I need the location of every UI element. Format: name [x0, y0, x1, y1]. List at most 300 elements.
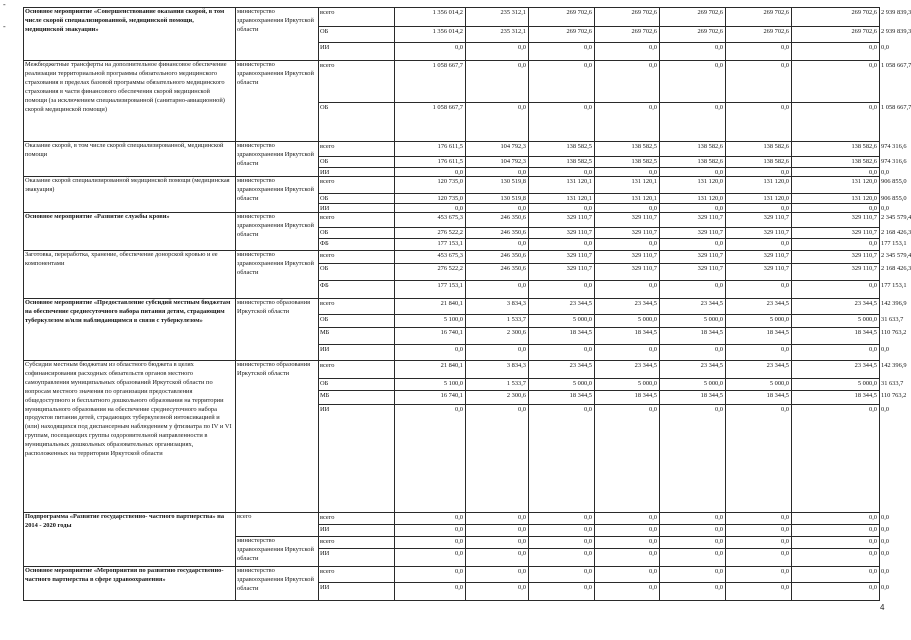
amount-cell: 18 344,5: [700, 329, 723, 336]
amount-cell: 2 168 426,3: [881, 229, 911, 236]
amount-cell: 0,0: [869, 514, 877, 521]
amount-cell: 0,0: [518, 538, 526, 545]
amount-cell: 5 000,0: [572, 316, 592, 323]
activity-title: Межбюджетные трансферты на дополнительное финансовое обеспечение реализации территориальной программы обязательного медицинского страхования в пределах базовой программы обязательного медицинского страхования в части финансового обеспечения скорой медицинской помощи (за исключением специализированной (санитарно-авиационной) скорой медицинской помощи): [25, 61, 227, 113]
amount-cell: 0,0: [869, 169, 877, 176]
amount-cell: 0,0: [869, 44, 877, 51]
amount-cell: 138 582,6: [851, 143, 877, 150]
amount-cell: 0,0: [781, 282, 789, 289]
row-divider: [318, 203, 879, 204]
amount-cell: 18 344,5: [569, 392, 592, 399]
amount-cell: 0,0: [455, 584, 463, 591]
amount-cell: 1 058 667,7: [432, 62, 463, 69]
amount-cell: 0,0: [881, 44, 889, 51]
amount-cell: 0,0: [584, 584, 592, 591]
amount-cell: 0,0: [649, 584, 657, 591]
amount-cell: 18 344,5: [766, 392, 789, 399]
amount-cell: 18 344,5: [569, 329, 592, 336]
amount-cell: 0,0: [649, 169, 657, 176]
amount-cell: 2 939 839,3: [881, 28, 911, 35]
amount-cell: 18 344,5: [634, 392, 657, 399]
row-divider: [23, 600, 879, 601]
amount-cell: 131 120,0: [851, 178, 877, 185]
executor-cell: министерство здравоохранения Иркутской области: [237, 61, 314, 86]
row-divider: [318, 582, 879, 583]
amount-cell: 18 344,5: [634, 329, 657, 336]
executor-cell: министерство образования Иркутской области: [237, 361, 311, 377]
amount-cell: 2 300,6: [506, 392, 526, 399]
amount-cell: 329 110,7: [851, 252, 877, 259]
source-label: МБ: [320, 392, 330, 399]
amount-cell: 329 110,7: [763, 252, 789, 259]
amount-cell: 5 000,0: [703, 316, 723, 323]
source-label: всего: [320, 178, 335, 185]
amount-cell: 138 582,5: [631, 158, 657, 165]
amount-cell: 23 344,5: [634, 300, 657, 307]
executor-cell: министерство здравоохранения Иркутской области: [237, 213, 314, 238]
amount-cell: 131 120,0: [763, 195, 789, 202]
amount-cell: 0,0: [455, 514, 463, 521]
amount-cell: 0,0: [881, 169, 889, 176]
amount-cell: 177 153,1: [881, 240, 907, 247]
amount-cell: 269 702,6: [851, 9, 877, 16]
activity-title: Подпрограмма «Развитие государственно- частного партнерства» на 2014 - 2020 годы: [25, 513, 225, 529]
amount-cell: 16 740,1: [440, 329, 463, 336]
amount-cell: 0,0: [881, 406, 889, 413]
amount-cell: 1 356 014,2: [432, 9, 463, 16]
amount-cell: 0,0: [781, 538, 789, 545]
executor-cell: министерство здравоохранения Иркутской области: [237, 8, 314, 33]
amount-cell: 5 100,0: [443, 316, 463, 323]
amount-cell: 177 153,1: [437, 240, 463, 247]
amount-cell: 0,0: [518, 44, 526, 51]
amount-cell: 0,0: [781, 205, 789, 212]
amount-cell: 269 702,6: [763, 28, 789, 35]
amount-cell: 138 582,5: [566, 158, 592, 165]
amount-cell: 0,0: [715, 205, 723, 212]
amount-cell: 23 344,5: [766, 300, 789, 307]
amount-cell: 0,0: [584, 550, 592, 557]
amount-cell: 0,0: [584, 346, 592, 353]
row-divider: [318, 344, 879, 345]
amount-cell: 1 058 667,7: [881, 104, 911, 111]
row-divider: [318, 156, 879, 157]
source-label: ИИ: [320, 346, 330, 353]
amount-cell: 0,0: [649, 550, 657, 557]
amount-cell: 0,0: [881, 538, 889, 545]
amount-cell: 0,0: [869, 550, 877, 557]
amount-cell: 23 344,5: [569, 300, 592, 307]
column-divider: [725, 7, 726, 601]
amount-cell: 0,0: [869, 538, 877, 545]
amount-cell: 0,0: [455, 169, 463, 176]
source-label: всего: [320, 9, 335, 16]
amount-cell: 329 110,7: [851, 214, 877, 221]
amount-cell: 2 168 426,3: [881, 265, 911, 272]
amount-cell: 0,0: [781, 240, 789, 247]
source-label: ФБ: [320, 282, 329, 289]
amount-cell: 138 582,6: [851, 158, 877, 165]
amount-cell: 0,0: [715, 526, 723, 533]
amount-cell: 1 533,7: [506, 316, 526, 323]
amount-cell: 0,0: [781, 406, 789, 413]
amount-cell: 329 110,7: [697, 265, 723, 272]
amount-cell: 0,0: [649, 526, 657, 533]
amount-cell: 2 345 579,4: [881, 252, 911, 259]
executor-cell: министерство здравоохранения Иркутской области: [237, 251, 314, 276]
row-divider: [318, 280, 879, 281]
amount-cell: 0,0: [781, 584, 789, 591]
amount-cell: 0,0: [881, 526, 889, 533]
amount-cell: 0,0: [869, 205, 877, 212]
amount-cell: 23 344,5: [569, 362, 592, 369]
amount-cell: 329 110,7: [631, 265, 657, 272]
amount-cell: 5 000,0: [769, 316, 789, 323]
amount-cell: 0,0: [584, 205, 592, 212]
amount-cell: 0,0: [584, 240, 592, 247]
amount-cell: 0,0: [869, 282, 877, 289]
amount-cell: 329 110,7: [566, 265, 592, 272]
source-label: ОБ: [320, 229, 329, 236]
amount-cell: 0,0: [649, 514, 657, 521]
amount-cell: 0,0: [649, 240, 657, 247]
amount-cell: 110 763,2: [881, 329, 907, 336]
amount-cell: 130 519,8: [500, 195, 526, 202]
activity-title: Заготовка, переработка, хранение, обеспечение донорской кровью и ее компонентами: [25, 251, 218, 267]
amount-cell: 177 153,1: [437, 282, 463, 289]
amount-cell: 0,0: [584, 62, 592, 69]
amount-cell: 0,0: [584, 568, 592, 575]
amount-cell: 0,0: [881, 346, 889, 353]
activity-title: Основное мероприятие «Мероприятия по развитию государственно-частного партнерства в сфере здравоохранения»: [25, 567, 224, 583]
amount-cell: 0,0: [881, 584, 889, 591]
amount-cell: 329 110,7: [566, 252, 592, 259]
amount-cell: 0,0: [715, 104, 723, 111]
amount-cell: 0,0: [869, 346, 877, 353]
amount-cell: 0,0: [518, 514, 526, 521]
amount-cell: 0,0: [584, 538, 592, 545]
amount-cell: 130 519,8: [500, 178, 526, 185]
amount-cell: 906 855,0: [881, 195, 907, 202]
scan-mark: -: [3, 22, 6, 31]
amount-cell: 138 582,6: [763, 143, 789, 150]
amount-cell: 5 000,0: [857, 380, 877, 387]
amount-cell: 131 120,0: [763, 178, 789, 185]
row-divider: [318, 263, 879, 264]
amount-cell: 31 633,7: [881, 380, 904, 387]
amount-cell: 269 702,6: [566, 28, 592, 35]
row-divider: [318, 314, 879, 315]
amount-cell: 974 316,6: [881, 143, 907, 150]
amount-cell: 16 740,1: [440, 392, 463, 399]
amount-cell: 269 702,6: [697, 9, 723, 16]
amount-cell: 142 396,9: [881, 362, 907, 369]
amount-cell: 0,0: [649, 346, 657, 353]
amount-cell: 5 000,0: [769, 380, 789, 387]
amount-cell: 0,0: [715, 406, 723, 413]
amount-cell: 0,0: [715, 550, 723, 557]
amount-cell: 0,0: [781, 62, 789, 69]
executor-cell: министерство здравоохранения Иркутской области: [237, 567, 314, 592]
amount-cell: 269 702,6: [763, 9, 789, 16]
source-label: всего: [320, 300, 335, 307]
source-label: всего: [320, 538, 335, 545]
row-divider: [318, 26, 879, 27]
amount-cell: 120 735,0: [437, 195, 463, 202]
row-divider: [318, 378, 879, 379]
row-divider: [318, 227, 879, 228]
amount-cell: 176 611,5: [437, 158, 463, 165]
executor-cell: всего: [237, 513, 252, 520]
amount-cell: 269 702,6: [631, 9, 657, 16]
amount-cell: 0,0: [584, 104, 592, 111]
amount-cell: 246 350,6: [500, 265, 526, 272]
amount-cell: 131 120,1: [566, 178, 592, 185]
amount-cell: 0,0: [455, 406, 463, 413]
source-label: ОБ: [320, 158, 329, 165]
amount-cell: 269 702,6: [697, 28, 723, 35]
amount-cell: 0,0: [781, 526, 789, 533]
amount-cell: 329 110,7: [566, 214, 592, 221]
source-label: ОБ: [320, 380, 329, 387]
amount-cell: 906 855,0: [881, 178, 907, 185]
amount-cell: 269 702,6: [851, 28, 877, 35]
column-divider: [528, 7, 529, 601]
row-divider: [318, 524, 879, 525]
amount-cell: 0,0: [584, 526, 592, 533]
amount-cell: 0,0: [518, 104, 526, 111]
amount-cell: 23 344,5: [634, 362, 657, 369]
source-label: МБ: [320, 329, 330, 336]
source-label: ИИ: [320, 406, 330, 413]
amount-cell: 0,0: [715, 44, 723, 51]
amount-cell: 1 058 667,7: [881, 62, 911, 69]
column-divider: [659, 7, 660, 601]
amount-cell: 269 702,6: [631, 28, 657, 35]
amount-cell: 5 000,0: [703, 380, 723, 387]
amount-cell: 1 356 014,2: [432, 28, 463, 35]
amount-cell: 0,0: [584, 169, 592, 176]
source-label: ФБ: [320, 240, 329, 247]
amount-cell: 0,0: [584, 282, 592, 289]
column-divider: [594, 7, 595, 601]
amount-cell: 31 633,7: [881, 316, 904, 323]
amount-cell: 176 611,5: [437, 143, 463, 150]
column-divider: [879, 7, 880, 601]
amount-cell: 329 110,7: [697, 229, 723, 236]
amount-cell: 5 000,0: [572, 380, 592, 387]
amount-cell: 131 120,1: [566, 195, 592, 202]
amount-cell: 0,0: [518, 346, 526, 353]
source-label: ИИ: [320, 584, 330, 591]
amount-cell: 246 350,6: [500, 252, 526, 259]
amount-cell: 0,0: [781, 169, 789, 176]
row-divider: [318, 42, 879, 43]
source-label: ИИ: [320, 550, 330, 557]
amount-cell: 0,0: [649, 104, 657, 111]
amount-cell: 329 110,7: [763, 229, 789, 236]
amount-cell: 0,0: [781, 568, 789, 575]
amount-cell: 131 120,0: [697, 195, 723, 202]
source-label: всего: [320, 568, 335, 575]
amount-cell: 0,0: [518, 62, 526, 69]
amount-cell: 21 840,1: [440, 300, 463, 307]
amount-cell: 329 110,7: [697, 214, 723, 221]
amount-cell: 0,0: [869, 406, 877, 413]
amount-cell: 3 834,3: [506, 300, 526, 307]
amount-cell: 0,0: [584, 44, 592, 51]
executor-cell: министерство здравоохранения Иркутской области: [237, 177, 314, 202]
amount-cell: 0,0: [869, 62, 877, 69]
amount-cell: 2 300,6: [506, 329, 526, 336]
column-divider: [23, 7, 24, 601]
amount-cell: 177 153,1: [881, 282, 907, 289]
source-label: ИИ: [320, 169, 330, 176]
amount-cell: 131 120,0: [697, 178, 723, 185]
column-divider: [318, 7, 319, 601]
amount-cell: 0,0: [518, 568, 526, 575]
amount-cell: 104 792,3: [500, 143, 526, 150]
amount-cell: 2 345 579,4: [881, 214, 911, 221]
amount-cell: 23 344,5: [854, 300, 877, 307]
row-divider: [318, 327, 879, 328]
amount-cell: 453 675,3: [437, 214, 463, 221]
scan-mark: -: [3, 0, 6, 9]
amount-cell: 329 110,7: [631, 229, 657, 236]
row-divider: [318, 390, 879, 391]
amount-cell: 453 675,3: [437, 252, 463, 259]
source-label: ОБ: [320, 195, 329, 202]
amount-cell: 131 120,1: [631, 195, 657, 202]
amount-cell: 246 350,6: [500, 214, 526, 221]
amount-cell: 131 120,1: [631, 178, 657, 185]
amount-cell: 18 344,5: [854, 329, 877, 336]
amount-cell: 0,0: [715, 240, 723, 247]
amount-cell: 0,0: [869, 104, 877, 111]
amount-cell: 0,0: [715, 568, 723, 575]
source-label: ОБ: [320, 28, 329, 35]
amount-cell: 0,0: [715, 282, 723, 289]
amount-cell: 142 396,9: [881, 300, 907, 307]
amount-cell: 0,0: [518, 550, 526, 557]
amount-cell: 5 000,0: [857, 316, 877, 323]
amount-cell: 269 702,6: [566, 9, 592, 16]
amount-cell: 0,0: [584, 514, 592, 521]
amount-cell: 329 110,7: [851, 265, 877, 272]
amount-cell: 0,0: [518, 169, 526, 176]
amount-cell: 0,0: [455, 44, 463, 51]
amount-cell: 138 582,5: [566, 143, 592, 150]
amount-cell: 0,0: [518, 240, 526, 247]
amount-cell: 18 344,5: [766, 329, 789, 336]
row-divider: [318, 167, 879, 168]
amount-cell: 110 763,2: [881, 392, 907, 399]
amount-cell: 0,0: [649, 62, 657, 69]
row-divider: [318, 548, 879, 549]
source-label: ОБ: [320, 104, 329, 111]
amount-cell: 0,0: [881, 514, 889, 521]
amount-cell: 0,0: [781, 514, 789, 521]
amount-cell: 0,0: [649, 568, 657, 575]
source-label: всего: [320, 514, 335, 521]
amount-cell: 0,0: [715, 169, 723, 176]
executor-cell: министерство образования Иркутской области: [237, 299, 311, 315]
amount-cell: 0,0: [715, 584, 723, 591]
activity-title: Основное мероприятие «Развитие службы крови»: [25, 213, 170, 220]
amount-cell: 0,0: [881, 550, 889, 557]
amount-cell: 0,0: [518, 406, 526, 413]
source-label: всего: [320, 62, 335, 69]
amount-cell: 235 312,1: [500, 9, 526, 16]
source-label: ИИ: [320, 44, 330, 51]
amount-cell: 0,0: [649, 538, 657, 545]
amount-cell: 0,0: [715, 538, 723, 545]
amount-cell: 0,0: [715, 62, 723, 69]
amount-cell: 23 344,5: [854, 362, 877, 369]
activity-title: Основное мероприятие «Предоставление субсидий местным бюджетам на обеспечение среднесуточного набора питания детям, страдающим туберкулезом и/или наблюдающимся в связи с туберкулезом»: [25, 299, 231, 324]
amount-cell: 23 344,5: [700, 300, 723, 307]
amount-cell: 3 834,3: [506, 362, 526, 369]
row-divider: [318, 404, 879, 405]
activity-title: Оказание скорой специализированной медицинской помощи (медицинская эвакуация): [25, 177, 230, 193]
source-label: всего: [320, 362, 335, 369]
amount-cell: 120 735,0: [437, 178, 463, 185]
amount-cell: 0,0: [518, 205, 526, 212]
amount-cell: 0,0: [881, 205, 889, 212]
amount-cell: 5 100,0: [443, 380, 463, 387]
amount-cell: 0,0: [715, 346, 723, 353]
amount-cell: 18 344,5: [700, 392, 723, 399]
activity-title: Основное мероприятие «Совершенствование оказания скорой, в том числе скорой специализированной, медицинской помощи, медицинской эвакуации»: [25, 8, 225, 33]
amount-cell: 0,0: [781, 346, 789, 353]
amount-cell: 0,0: [869, 584, 877, 591]
amount-cell: 329 110,7: [763, 265, 789, 272]
amount-cell: 23 344,5: [700, 362, 723, 369]
source-label: ОБ: [320, 316, 329, 323]
amount-cell: 138 582,5: [631, 143, 657, 150]
page-number: 4: [880, 603, 885, 612]
executor-cell: министерство здравоохранения Иркутской области: [237, 537, 314, 562]
amount-cell: 0,0: [781, 44, 789, 51]
amount-cell: 329 110,7: [631, 252, 657, 259]
amount-cell: 5 000,0: [637, 316, 657, 323]
amount-cell: 329 110,7: [631, 214, 657, 221]
amount-cell: 0,0: [781, 104, 789, 111]
source-label: ИИ: [320, 526, 330, 533]
amount-cell: 138 582,6: [697, 143, 723, 150]
amount-cell: 104 792,3: [500, 158, 526, 165]
amount-cell: 0,0: [869, 526, 877, 533]
executor-cell: министерство здравоохранения Иркутской области: [237, 142, 314, 167]
amount-cell: 0,0: [781, 550, 789, 557]
amount-cell: 131 120,0: [851, 195, 877, 202]
source-label: всего: [320, 214, 335, 221]
row-divider: [318, 102, 879, 103]
row-divider: [318, 238, 879, 239]
amount-cell: 0,0: [715, 514, 723, 521]
amount-cell: 0,0: [455, 526, 463, 533]
amount-cell: 5 000,0: [637, 380, 657, 387]
column-divider: [235, 7, 236, 601]
row-divider: [318, 193, 879, 194]
amount-cell: 235 312,1: [500, 28, 526, 35]
amount-cell: 0,0: [649, 406, 657, 413]
amount-cell: 0,0: [455, 205, 463, 212]
amount-cell: 246 350,6: [500, 229, 526, 236]
source-label: ИИ: [320, 205, 330, 212]
amount-cell: 276 522,2: [437, 265, 463, 272]
amount-cell: 0,0: [455, 550, 463, 557]
